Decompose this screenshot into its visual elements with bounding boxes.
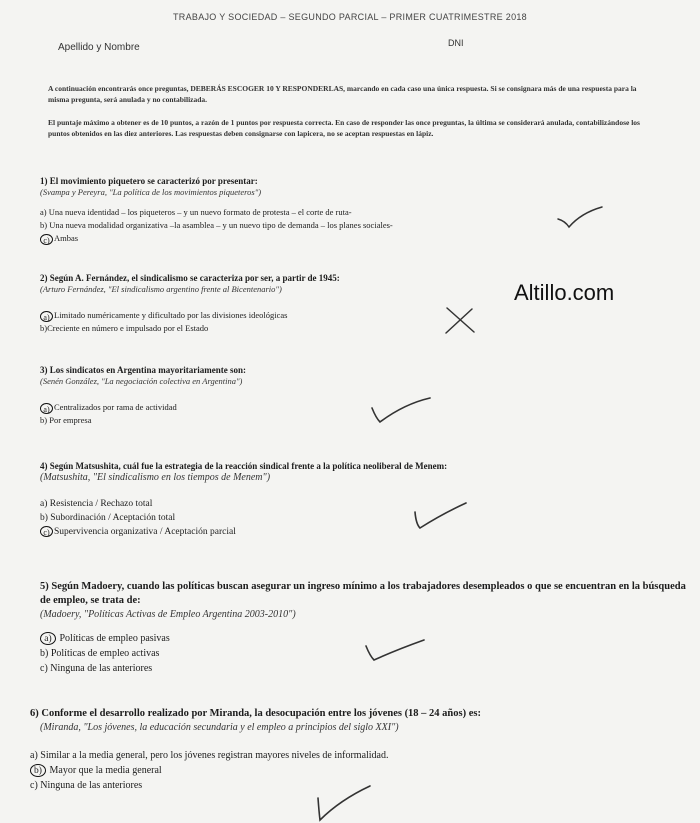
option-letter: b) bbox=[40, 513, 48, 523]
question-source: (Arturo Fernández, "El sindicalismo argentino frente al Bicentenario") bbox=[40, 284, 282, 294]
question-4 bbox=[40, 460, 700, 539]
answer-option-selected[interactable] bbox=[30, 763, 690, 778]
option-letter-circled: c) bbox=[40, 234, 53, 245]
check-mark-icon bbox=[310, 782, 374, 822]
question-2 bbox=[40, 272, 700, 335]
option-text: Por empresa bbox=[49, 415, 92, 425]
question-source: (Senén González, "La negociación colectiva en Argentina") bbox=[40, 376, 243, 386]
question-title: 6) Conforme el desarrollo realizado por Miranda, la desocupación entre los jóvenes (18 – 24 años) es: bbox=[30, 708, 481, 719]
option-letter: c) bbox=[30, 780, 38, 791]
option-letter: a) bbox=[40, 499, 48, 509]
option-letter-circled: c) bbox=[40, 526, 53, 537]
question-6 bbox=[30, 707, 690, 793]
option-text: Políticas de empleo activas bbox=[50, 648, 160, 659]
option-text: Una nueva identidad – los piqueteros – y un nuevo formato de protesta – el corte de ruta- bbox=[48, 207, 352, 217]
option-letter: b) bbox=[40, 323, 48, 333]
option-text: Resistencia / Rechazo total bbox=[49, 499, 153, 509]
dni-label: DNI bbox=[448, 38, 464, 48]
question-source: (Matsushita, "El sindicalismo en los tiempos de Menem") bbox=[40, 472, 271, 483]
option-text: Subordinación / Aceptación total bbox=[50, 513, 176, 523]
option-text: Ninguna de las anteriores bbox=[50, 663, 153, 674]
option-text: Ambas bbox=[54, 233, 79, 243]
option-text: Una nueva modalidad organizativa –la asamblea – y un nuevo tipo de demanda – los planes sociales- bbox=[49, 220, 393, 230]
option-text: Limitado numéricamente y dificultado por las divisiones ideológicas bbox=[54, 310, 288, 320]
option-text: Mayor que la media general bbox=[49, 765, 162, 776]
name-label: Apellido y Nombre bbox=[58, 42, 140, 53]
question-title: 3) Los sindicatos en Argentina mayoritariamente son: bbox=[40, 365, 246, 375]
answer-option-selected[interactable] bbox=[40, 525, 700, 539]
answer-option[interactable] bbox=[40, 511, 700, 525]
instructions-paragraph-1: A continuación encontrarás once preguntas, DEBERÁS ESCOGER 10 Y RESPONDERLAS, marcando en cada caso una única respuesta. Si se consignara más de una respuesta para la misma pregunta, será anulada y no contabilizada. bbox=[48, 84, 637, 104]
option-letter-circled: a) bbox=[40, 632, 56, 645]
exam-header: TRABAJO Y SOCIEDAD – SEGUNDO PARCIAL – PRIMER CUATRIMESTRE 2018 bbox=[173, 12, 527, 22]
question-source: (Svampa y Pereyra, "La política de los movimientos piqueteros") bbox=[40, 187, 262, 197]
answer-option-selected[interactable] bbox=[40, 232, 700, 245]
option-letter: b) bbox=[40, 648, 49, 659]
option-letter: b) bbox=[40, 415, 48, 425]
question-title: 4) Según Matsushita, cuál fue la estrategia de la reacción sindical frente a la política neoliberal de Menem: bbox=[40, 461, 448, 471]
option-letter: a) bbox=[30, 750, 38, 761]
check-mark-icon bbox=[410, 500, 470, 532]
option-letter: b) bbox=[40, 220, 48, 230]
answer-option-selected[interactable] bbox=[40, 309, 700, 322]
instructions-paragraph-2: El puntaje máximo a obtener es de 10 puntos, a razón de 1 puntos por respuesta correcta. En caso de responder las once preguntas, la última se considerará anulada, contabilizándose los puntos obtenidos en las diez anteriores. Las respuestas deben consignarse con lapicera, no se aceptan respuestas en lápiz. bbox=[48, 118, 640, 138]
option-letter: c) bbox=[40, 663, 48, 674]
option-text: Centralizados por rama de actividad bbox=[54, 402, 177, 412]
option-text: Ninguna de las anteriores bbox=[40, 780, 143, 791]
option-text: Creciente en número e impulsado por el Estado bbox=[47, 323, 209, 333]
watermark: Altillo.com bbox=[514, 280, 615, 305]
cross-mark-icon bbox=[442, 305, 478, 335]
answer-option[interactable] bbox=[40, 497, 700, 511]
question-source: (Madoery, "Políticas Activas de Empleo Argentina 2003-2010") bbox=[40, 609, 296, 620]
check-mark-icon bbox=[368, 396, 434, 426]
question-title: 5) Según Madoery, cuando las políticas buscan asegurar un ingreso mínimo a los trabajadores desempleados o que se encuentran en la búsqueda de empleo, se trata de: bbox=[40, 581, 686, 606]
question-title: 2) Según A. Fernández, el sindicalismo se caracteriza por ser, a partir de 1945: bbox=[40, 273, 340, 283]
option-text: Similar a la media general, pero los jóvenes registran mayores niveles de informalidad. bbox=[40, 750, 389, 761]
option-text: Supervivencia organizativa / Aceptación parcial bbox=[54, 527, 236, 537]
answer-option[interactable] bbox=[30, 748, 690, 763]
question-source: (Miranda, "Los jóvenes, la educación secundaria y el empleo a principios del siglo XXI") bbox=[40, 722, 399, 733]
question-title: 1) El movimiento piquetero se caracterizó por presentar: bbox=[40, 176, 258, 186]
answer-option[interactable] bbox=[40, 322, 700, 335]
option-letter-circled: a) bbox=[40, 403, 53, 414]
option-text: Políticas de empleo pasivas bbox=[59, 633, 170, 644]
option-letter: a) bbox=[40, 207, 47, 217]
check-mark-icon bbox=[362, 636, 428, 664]
option-letter-circled: a) bbox=[40, 311, 53, 322]
option-letter-circled: b) bbox=[30, 764, 46, 777]
check-mark-icon bbox=[555, 205, 605, 231]
